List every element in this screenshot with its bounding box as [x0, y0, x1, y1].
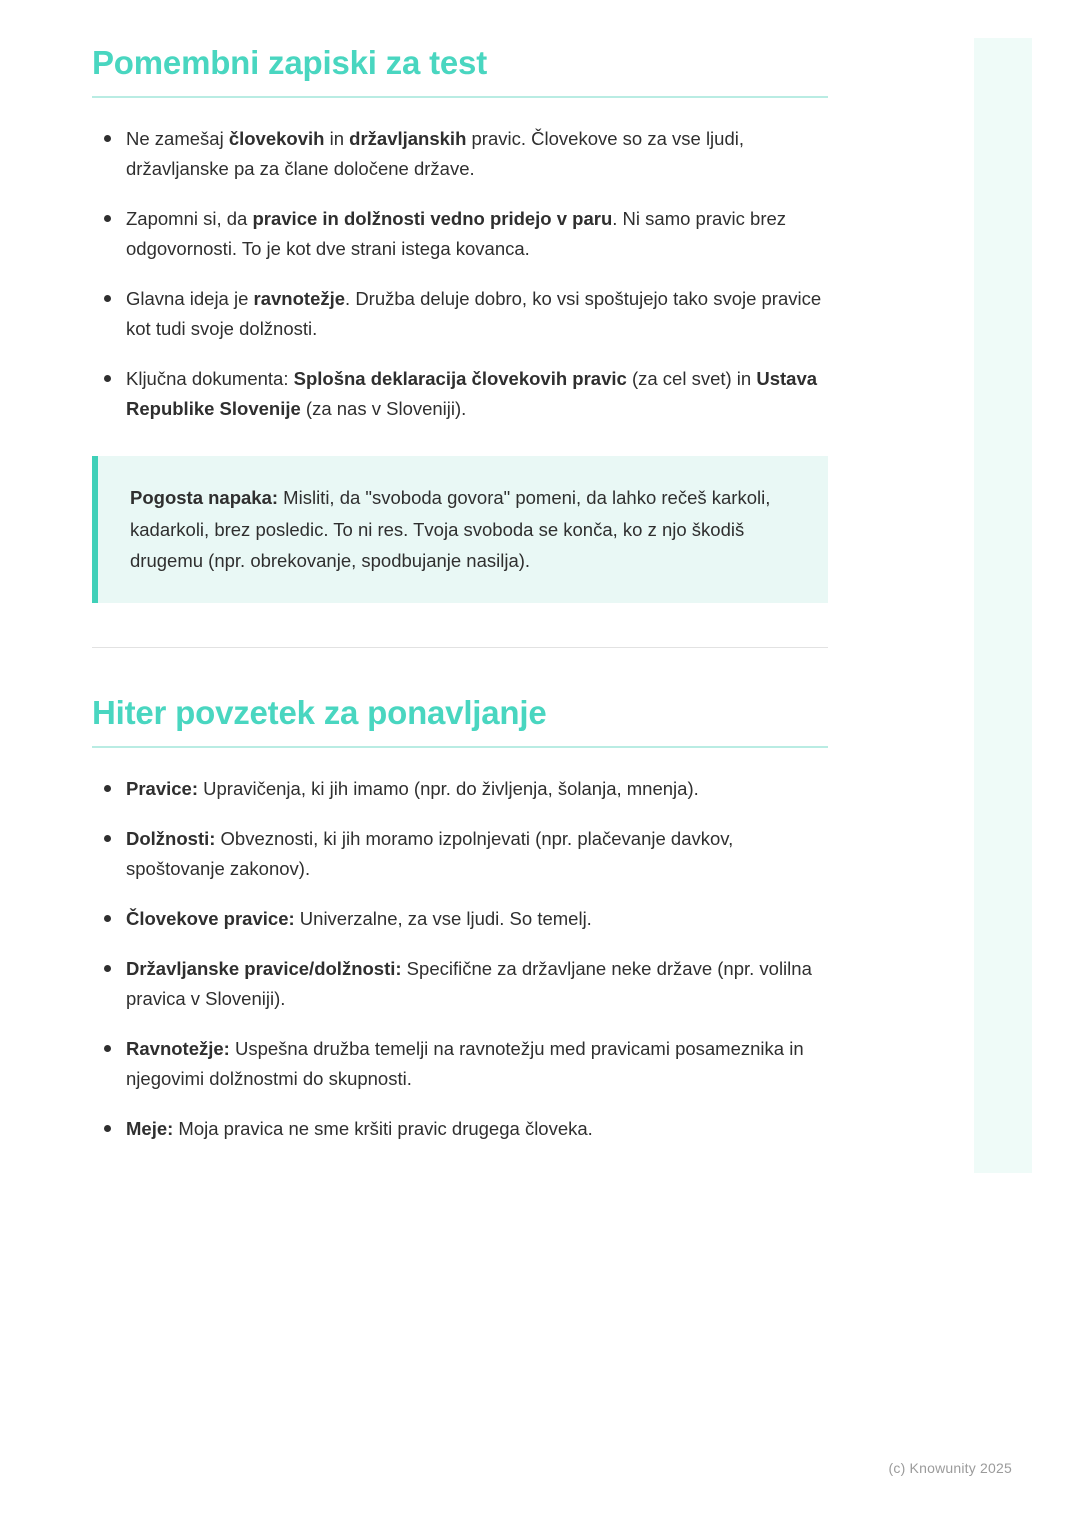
bold-text: Ustava Republike Slovenije: [126, 367, 818, 419]
bold-text: Pravice:: [126, 778, 198, 800]
footer-copyright: (c) Knowunity 2025: [888, 1460, 1012, 1476]
text: Moja pravica ne sme kršiti pravic drugega človeka.: [173, 1117, 593, 1139]
text: . Ni samo pravic brez odgovornosti. To je kot dve strani istega kovanca.: [126, 207, 787, 259]
text: (za cel svet) in: [626, 367, 757, 389]
bold-text: Državljanske pravice/dolžnosti:: [126, 957, 402, 979]
bold-text: državljanskih: [349, 127, 467, 149]
list-item: [92, 364, 828, 424]
list-item: [92, 284, 828, 344]
document-content: [92, 44, 828, 1164]
text: Zapomni si, da: [126, 207, 253, 229]
text: Ne zamešaj: [126, 127, 229, 149]
bold-text: pravice in dolžnosti vedno pridejo v paru: [252, 207, 613, 229]
list-item: [92, 1034, 828, 1094]
title-underline: [92, 746, 828, 748]
bold-text: človekovih: [228, 127, 325, 149]
section-divider: [92, 647, 828, 648]
list-item: [92, 904, 828, 934]
bullet-list-summary: [92, 774, 828, 1144]
text: in: [324, 127, 350, 149]
bullet-list-notes: [92, 124, 828, 424]
list-item: [92, 774, 828, 804]
bold-text: Splošna deklaracija človekovih pravic: [293, 367, 627, 389]
text: Ključna dokumenta:: [126, 367, 294, 389]
page-side-band: [974, 38, 1032, 1173]
list-item: [92, 204, 828, 264]
text: pravic. Človekove so za vse ljudi, državljanske pa za člane določene države.: [126, 127, 744, 179]
section-title: Pomembni zapiski za test: [92, 44, 487, 81]
bold-text: Meje:: [126, 1117, 174, 1139]
bold-text: Dolžnosti:: [126, 828, 216, 850]
list-item: [92, 954, 828, 1014]
section-hiter-povzetek: [92, 694, 828, 1144]
callout-common-mistake: [92, 456, 828, 603]
section-title: Hiter povzetek za ponavljanje: [92, 694, 547, 732]
bold-text: Pogosta napaka:: [130, 486, 279, 508]
text: Glavna ideja je: [126, 287, 254, 309]
section-pomembni-zapiski: [92, 44, 828, 603]
text: Specifične za državljane neke države (npr. volilna pravica v Sloveniji).: [126, 957, 812, 1009]
text: Upravičenja, ki jih imamo (npr. do življenja, šolanja, mnenja).: [198, 778, 699, 800]
bold-text: Ravnotežje:: [126, 1037, 230, 1059]
text: Univerzalne, za vse ljudi. So temelj.: [294, 907, 592, 929]
list-item: [92, 824, 828, 884]
bold-text: Človekove pravice:: [126, 907, 295, 929]
list-item: [92, 124, 828, 184]
text: . Družba deluje dobro, ko vsi spoštujejo tako svoje pravice kot tudi svoje dolžnosti.: [126, 287, 822, 339]
bold-text: ravnotežje: [253, 287, 346, 309]
list-item: [92, 1114, 828, 1144]
text: Misliti, da "svoboda govora" pomeni, da lahko rečeš karkoli, kadarkoli, brez posledic. To ni res. Tvoja svoboda se konča, ko z njo škodiš drugemu (npr. obrekovanje, spodbujanje nasilja).: [130, 486, 771, 572]
text: (za nas v Sloveniji).: [300, 397, 467, 419]
text: Obveznosti, ki jih moramo izpolnjevati (npr. plačevanje davkov, spoštovanje zakonov).: [126, 828, 734, 879]
title-underline: [92, 96, 828, 98]
text: Uspešna družba temelji na ravnotežju med pravicami posameznika in njegovimi dolžnostmi do skupnosti.: [126, 1037, 804, 1089]
